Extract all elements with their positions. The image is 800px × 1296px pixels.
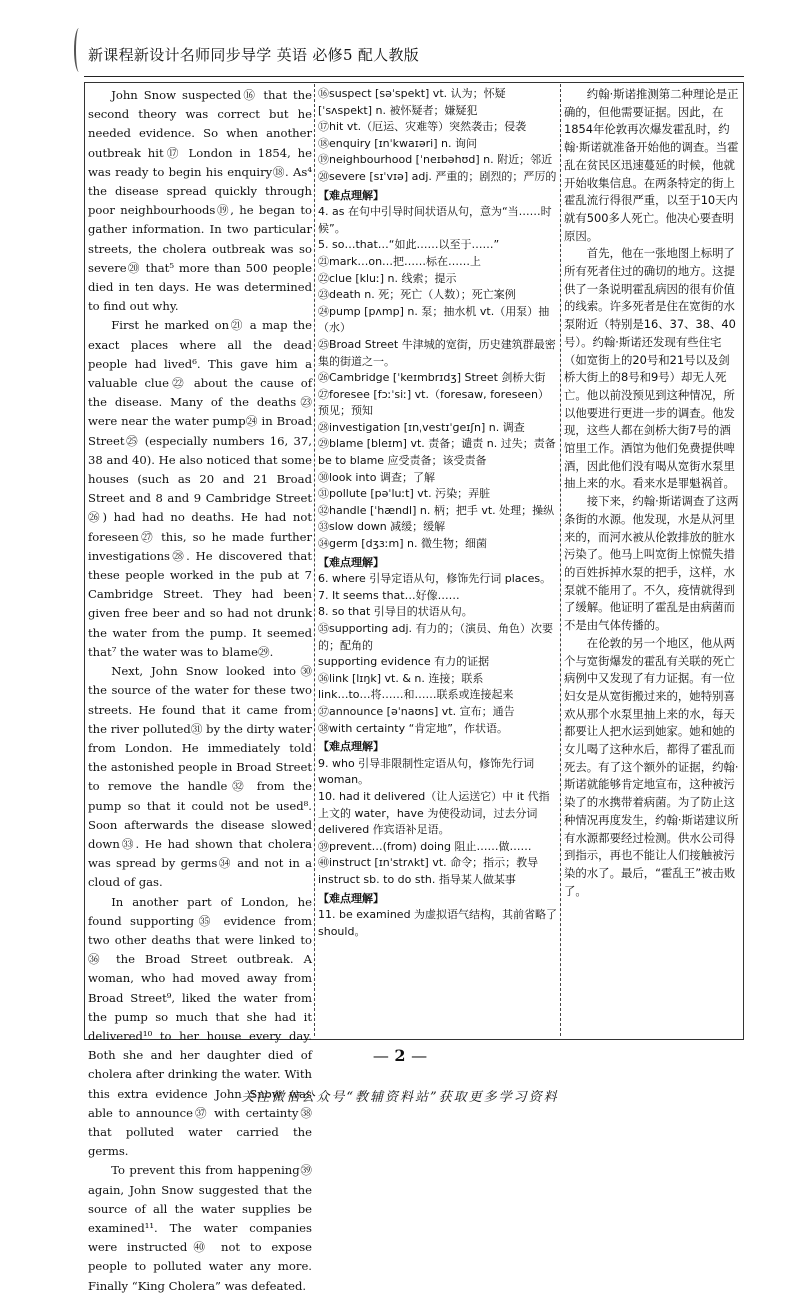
vocabulary-note: ㉖Cambridge [ˈkeɪmbrɪdʒ] Street 剑桥大街: [318, 371, 546, 385]
vocabulary-note: ㉔pump [pʌmp] n. 泵；抽水机 vt.（用泵）抽（水）: [318, 304, 550, 335]
page-number: 2: [394, 1046, 406, 1065]
vocabulary-note: 10. had it delivered（让人运送它）中 it 代指上文的 water，have 为使役动词，过去分词 delivered 作宾语补足语。: [318, 789, 550, 837]
vocabulary-note: ㊳with certainty “肯定地”，作状语。: [318, 721, 508, 735]
vocabulary-note: ㊵instruct [ɪnˈstrʌkt] vt. 命令；指示；教导: [318, 856, 539, 870]
vocabulary-note: ㉗foresee [fɔːˈsiː] vt.（foresaw, foreseen）预见；预知: [318, 387, 549, 418]
vocabulary-note: 6. where 引导定语从句，修饰先行词 places。: [318, 572, 552, 586]
vocabulary-note: ⑰hit vt.（厄运、灾难等）突然袭击；侵袭: [318, 120, 527, 134]
vocabulary-note: ⑲neighbourhood [ˈneɪbəhʊd] n. 附近；邻近: [318, 153, 553, 167]
vocabulary-note: ⑯suspect [səˈspekt] vt. 认为；怀疑 [ˈsʌspekt] n. 被怀疑者；嫌疑犯: [318, 87, 506, 117]
vocabulary-note: ㉓death n. 死；死亡（人数）；死亡案例: [318, 288, 516, 302]
vocabulary-note: ㊱link [lɪŋk] vt. & n. 连接；联系: [318, 671, 484, 685]
vocabulary-note: ⑱enquiry [ɪnˈkwaɪəri] n. 询问: [318, 136, 477, 150]
vocabulary-note: ㉕Broad Street 牛津城的宽街，历史建筑群最密集的街道之一。: [318, 337, 556, 368]
english-paragraph: In another part of London, he found supporting㉟ evidence from two other deaths that were linked to㊱ the Broad Street outbreak. A woman, who had moved away from Broad Street⁹, liked the water from the pump so much that she had it delivered¹⁰ to her house every day. Both she and her daughter died of cholera after drinking the water. With this extra evidence John Snow was able to announce㊲ with certainty㊳ that polluted water carried the germs.: [88, 894, 312, 1159]
vocabulary-notes-column: [318, 86, 558, 1036]
vocabulary-note: link…to…将……和……联系或连接起来: [318, 688, 514, 702]
vocabulary-note: 8. so that 引导目的状语从句。: [318, 605, 473, 619]
footer-dash-right: —: [411, 1046, 428, 1065]
vocabulary-note: ㊴prevent…(from) doing 阻止……做……: [318, 839, 532, 853]
section-heading: 【难点理解】: [318, 188, 384, 202]
vocabulary-note: 5. so…that…“如此……以至于……”: [318, 238, 500, 252]
vocabulary-note: 4. as 在句中引导时间状语从句，意为“当……时候”。: [318, 205, 552, 235]
vocabulary-note: ⑳severe [sɪˈvɪə] adj. 严重的；剧烈的；严厉的: [318, 169, 557, 183]
vocabulary-note: 9. who 引导非限制性定语从句，修饰先行词 woman。: [318, 756, 535, 787]
section-heading: 【难点理解】: [318, 891, 384, 905]
vocabulary-note: ㉜handle [ˈhændl] n. 柄；把手 vt. 处理；操纵: [318, 503, 555, 517]
header-rule: [84, 76, 744, 77]
english-paragraph: To prevent this from happening㊴ again, John Snow suggested that the source of all the water supplies be examined¹¹. The water companies were instructed㊵ not to expose people to polluted water any more. Finally “King Cholera” was defeated.: [88, 1163, 312, 1293]
vocabulary-note: 7. It seems that…好像……: [318, 588, 460, 602]
page-header: 新课程新设计名师同步导学 英语 必修5 配人教版: [88, 46, 420, 64]
translation-paragraph: 在伦敦的另一个地区，他从两个与宽街爆发的霍乱有关联的死亡病例中又发现了有力证据。有一位妇女是从宽街搬过来的，她特别喜欢从那个水泵里抽上来的水，每天都要让人把水运到她家。她和她的女儿喝了这种水后，都得了霍乱而死去。有了这个额外的证据，约翰·斯诺就能够肯定地宣布，这种被污染了的水携带着病菌。为了防止这种情况再度发生，约翰·斯诺建议所有水源都要经过检测。供水公司得到指示，再也不能让人们接触被污染的水了。最后，“霍乱王”被击败了。: [564, 635, 739, 898]
vocabulary-note: be to blame 应受责备；该受责备: [318, 454, 487, 468]
page-footer: [0, 1046, 800, 1065]
vocabulary-note: instruct sb. to do sth. 指导某人做某事: [318, 872, 516, 886]
vocabulary-note: ㉚look into 调查；了解: [318, 470, 435, 484]
chinese-translation-column: [564, 86, 740, 1036]
header-decoration: [74, 28, 84, 72]
bottom-note: 关注微信公众号“教辅资料站”获取更多学习资料: [241, 1090, 559, 1105]
vocabulary-note: ㉒clue [kluː] n. 线索；提示: [318, 271, 457, 285]
vocabulary-note: ㉘investigation [ɪnˌvestɪˈɡeɪʃn] n. 调查: [318, 420, 525, 434]
vocabulary-note: ㉛pollute [pəˈluːt] vt. 污染；弄脏: [318, 487, 491, 501]
vocabulary-note: ㉟supporting adj. 有力的；（演员、角色）次要的；配角的: [318, 622, 554, 652]
vocabulary-note: supporting evidence 有力的证据: [318, 655, 490, 669]
english-paragraph: John Snow suspected⑯ that the second theory was correct but he needed evidence. So when another outbreak hit⑰ London in 1854, he was ready to begin his enquiry⑱. As⁴ the disease spread quickly through poor neighbourhoods⑲, he began to gather information. In two particular streets, the cholera outbreak was so severe⑳ that⁵ more than 500 people died in ten days. He was determined to find out why.: [88, 88, 312, 314]
english-text-column: [88, 86, 312, 1293]
vocabulary-note: ㉙blame [bleɪm] vt. 责备；谴责 n. 过失；责备: [318, 437, 556, 451]
vocabulary-note: ㉝slow down 减缓；缓解: [318, 520, 446, 534]
vocabulary-note: ㉑mark…on…把……标在……上: [318, 254, 482, 268]
column-divider-1: [314, 84, 315, 1036]
section-heading: 【难点理解】: [318, 740, 384, 754]
english-paragraph: Next, John Snow looked into㉚ the source of the water for these two streets. He found that it came from the river polluted㉛ by the dirty water from London. He immediately told the astonished people in Broad Street to remove the handle㉜ from the pump so that it could not be used⁸. Soon afterwards the disease slowed down㉝. He had shown that cholera was spread by germs㉞ and not in a cloud of gas.: [88, 664, 312, 890]
column-divider-2: [560, 84, 561, 1036]
footer-dash-left: —: [372, 1046, 389, 1065]
translation-paragraph: 约翰·斯诺推测第二种理论是正确的，但他需要证据。因此，在1854年伦敦再次爆发霍乱时，约翰·斯诺就准备开始他的调查。当霍乱在贫民区迅速蔓延的时候，他就开始收集信息。在两条特定的街上霍乱流行得很严重，以至于10天内就有500多人死亡。他决心要查明原因。: [564, 87, 739, 243]
vocabulary-note: ㊲announce [əˈnaʊns] vt. 宣布；通告: [318, 704, 515, 718]
translation-paragraph: 首先，他在一张地图上标明了所有死者住过的确切的地方。这提供了一条说明霍乱病因的很有价值的线索。许多死者是住在宽街的水泵附近（特别是16、37、38、40号）。约翰·斯诺还发现有些住宅（如宽街上的20号和21号以及剑桥大街上的8号和9号）却无人死亡。他以前没预见到这种情况，所以他要进行更进一步的调查。他发现，这些人都在剑桥大街7号的酒馆里工作。酒馆为他们免费提供啤酒，因此他们没有喝从宽街水泵里抽上来的水。看来水是罪魁祸首。: [564, 246, 736, 491]
english-paragraph: First he marked on㉑ a map the exact places where all the dead people had lived⁶. This gave him a valuable clue㉒ about the cause of the disease. Many of the deaths㉓ were near the water pump㉔ in Broad Street㉕ (especially numbers 16, 37, 38 and 40). He also noticed that some houses (such as 20 and 21 Broad Street and 8 and 9 Cambridge Street㉖) had had no deaths. He had not foreseen㉗ this, so he made further investigations㉘. He discovered that these people worked in the pub at 7 Cambridge Street. They had been given free beer and so had not drunk the water from the pump. It seemed that⁷ the water was to blame㉙.: [88, 318, 312, 659]
vocabulary-note: 11. be examined 为虚拟语气结构，其前省略了 should。: [318, 908, 558, 938]
translation-paragraph: 接下来，约翰·斯诺调查了这两条街的水源。他发现，水是从河里来的，而河水被从伦敦排放的脏水污染了。他马上叫宽街上惊慌失措的百姓拆掉水泵的把手，这样，水泵就不能用了。不久，疫情就得到了缓解。他证明了霍乱是由病菌而不是由气体传播的。: [564, 494, 739, 633]
section-heading: 【难点理解】: [318, 555, 384, 569]
vocabulary-note: ㉞germ [dʒɜːm] n. 微生物；细菌: [318, 537, 487, 551]
